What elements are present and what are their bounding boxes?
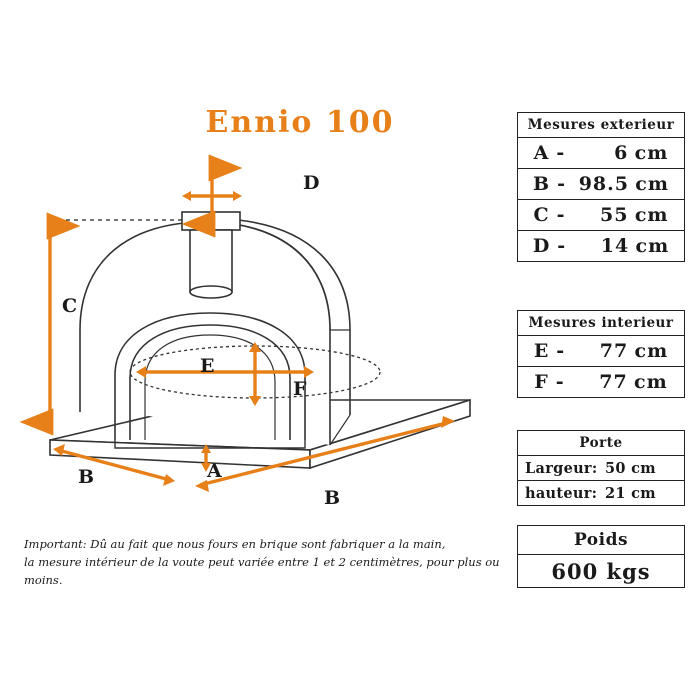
table-interior-measurements <box>517 310 685 398</box>
measure-value-D: 14 <box>600 235 630 257</box>
measure-value-A: 6 <box>614 142 629 164</box>
measure-value-B: 98.5 <box>578 173 629 195</box>
dash: - <box>556 142 566 164</box>
measure-key-B: B <box>533 173 551 195</box>
door-height-label: hauteur: <box>525 484 598 502</box>
table-row <box>518 456 684 481</box>
table-row <box>518 231 684 261</box>
measure-key-E: E <box>533 340 550 362</box>
label-E: E <box>200 355 215 377</box>
measure-key-D: D <box>532 235 551 257</box>
door-width-label: Largeur: <box>525 459 598 477</box>
table-door-header: Porte <box>518 431 684 456</box>
measure-key-C: C <box>533 204 550 226</box>
page-title: Ennio 100 <box>205 105 395 140</box>
table-row <box>518 481 684 505</box>
weight-value: 600 kgs <box>551 558 651 584</box>
table-weight <box>517 525 685 588</box>
table-row <box>518 169 684 200</box>
oven-technical-drawing <box>10 150 510 530</box>
door-width-value: 50 cm <box>605 459 656 477</box>
door-height-value: 21 cm <box>605 484 656 502</box>
dash: - <box>557 235 567 257</box>
label-F: F <box>293 378 307 400</box>
measure-key-A: A <box>533 142 550 164</box>
label-D: D <box>303 172 320 194</box>
chimney <box>182 212 240 298</box>
dash: - <box>556 340 566 362</box>
table-row <box>518 200 684 231</box>
label-B-left: B <box>78 466 95 488</box>
dash: - <box>557 173 566 195</box>
measure-unit-C: cm <box>634 204 669 226</box>
measure-unit-B: cm <box>635 173 669 195</box>
measure-unit-D: cm <box>635 235 670 257</box>
note-line-1: Important: Dû au fait que nous fours en brique sont fabriquer a la main, <box>24 537 446 551</box>
measure-value-C: 55 <box>600 204 629 226</box>
table-exterior-measurements <box>517 112 685 262</box>
table-weight-header: Poids <box>518 526 684 555</box>
measure-unit-A: cm <box>634 142 669 164</box>
table-interior-header: Mesures interieur <box>518 311 684 336</box>
note-line-2: la mesure intérieur de la voute peut variée entre 1 et 2 centimètres, pour plus ou moins. <box>24 554 500 587</box>
table-row <box>518 367 684 397</box>
important-note <box>24 536 504 589</box>
table-row <box>518 336 684 367</box>
measure-unit-F: cm <box>634 371 668 393</box>
table-door <box>517 430 685 506</box>
measure-unit-E: cm <box>634 340 669 362</box>
measure-value-F: 77 <box>599 371 628 393</box>
label-C: C <box>62 295 78 317</box>
measure-value-E: 77 <box>599 340 629 362</box>
table-row <box>518 555 684 587</box>
dash: - <box>555 371 565 393</box>
label-B-bottom: B <box>324 487 341 509</box>
label-A: A <box>207 460 222 482</box>
measure-key-F: F <box>534 371 549 393</box>
table-exterior-header: Mesures exterieur <box>518 113 684 138</box>
dash: - <box>556 204 566 226</box>
table-row <box>518 138 684 169</box>
